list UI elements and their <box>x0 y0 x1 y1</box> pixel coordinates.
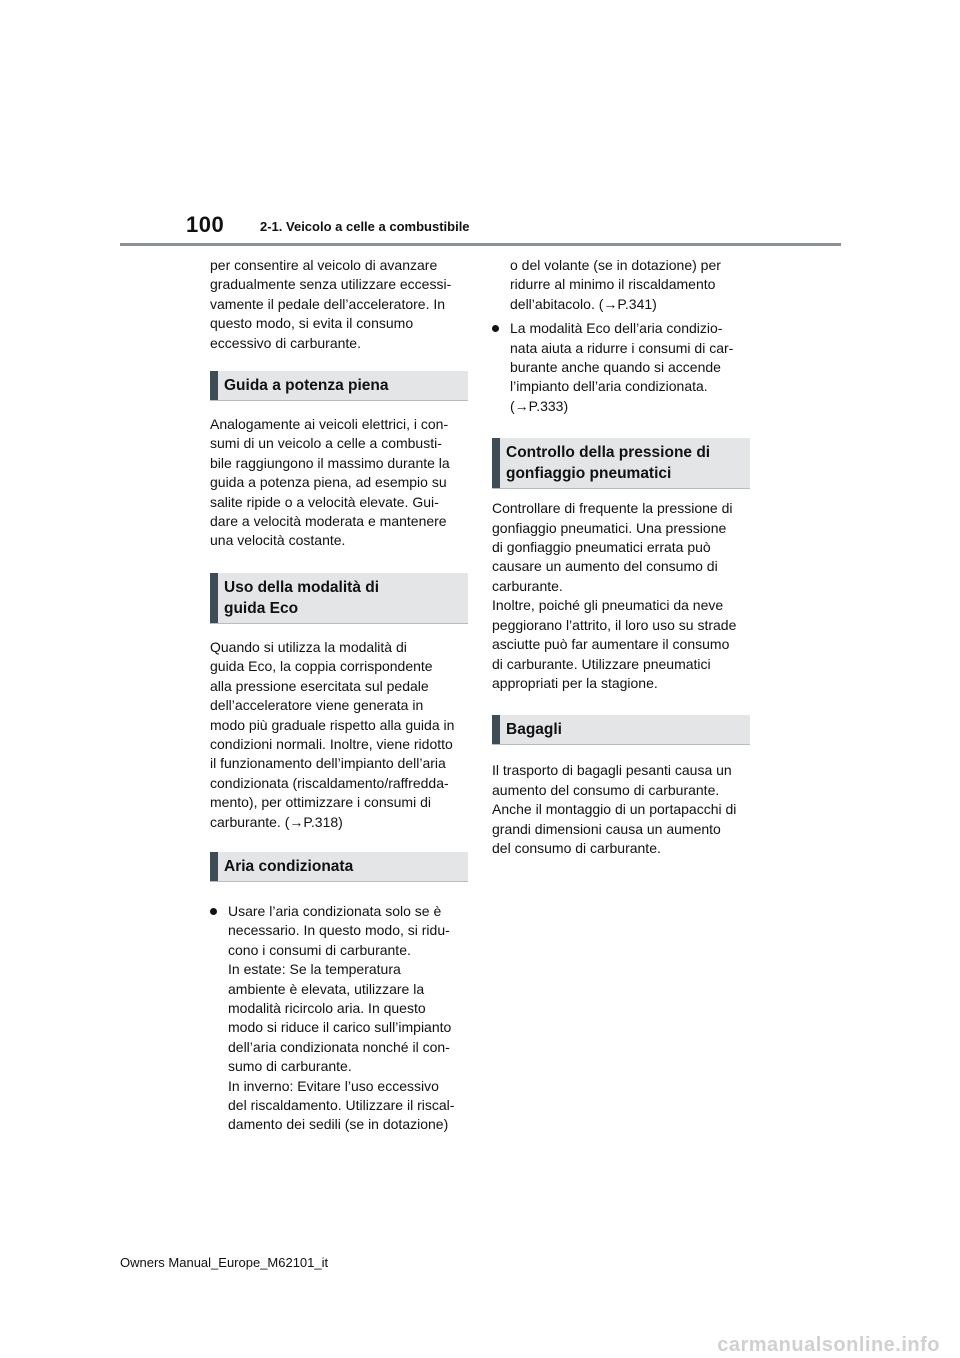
heading-aria-condizionata: Aria condizionata <box>210 852 468 881</box>
heading-bagagli: Bagagli <box>492 715 750 744</box>
heading-pressione-pneumatici: Controllo della pressione di gonfiaggio pneumatici <box>492 438 750 488</box>
heading-modalita-eco: Uso della modalità di guida Eco <box>210 573 468 623</box>
continuation-paragraph: o del volante (se in dotazione) per ridurre al minimo il riscaldamento dell’abitacolo. (→P.341) <box>510 257 721 312</box>
left-column <box>210 256 468 1135</box>
heading-wrap-bagagli <box>492 715 750 745</box>
section-title: 2-1. Veicolo a celle a combustibile <box>260 219 470 234</box>
paragraph-potenza-piena: Analogamente ai veicoli elettrici, i con- sumi di un veicolo a celle a combusti- bile raggiungono il massimo durante la guida a potenza piena, ad esempio su salite ripide o a velocità elevate. Gui- dare a velocità moderata e mantenere una velocità costante. <box>210 416 450 549</box>
bullet-dot-icon <box>210 908 217 915</box>
bullet-text: La modalità Eco dell’aria condizio- nata aiuta a ridurre i consumi di car- burante anche quando si accende l’impianto dell’aria condizionata. (→P.333) <box>510 320 734 414</box>
right-column <box>492 256 750 858</box>
watermark-text: carmanualsonline.info <box>717 1334 940 1356</box>
bullet-aria-condizionata <box>210 902 468 1135</box>
paragraph-pressione-pneumatici: Controllare di frequente la pressione di gonfiaggio pneumatici. Una pressione di gonfiaggio pneumatici errata può causare un aumento del consumo di carburante. Inoltre, poiché gli pneumatici da neve peggiorano l’attrito, il loro uso su strade asciutte può far aumentare il consumo di carburante. Utilizzare pneumatici appropriati per la stagione. <box>492 500 737 691</box>
heading-wrap-aria <box>210 852 468 882</box>
bullet-modalita-eco-aria <box>492 319 750 416</box>
heading-wrap-eco <box>210 573 468 624</box>
heading-guida-potenza-piena: Guida a potenza piena <box>210 371 468 400</box>
intro-paragraph: per consentire al veicolo di avanzare gradualmente senza utilizzare eccessi- vamente il pedale dell’acceleratore. In questo modo, si evita il consumo eccessivo di carburante. <box>210 257 452 351</box>
heading-wrap-pressione <box>492 438 750 489</box>
footer-text: Owners Manual_Europe_M62101_it <box>120 1255 329 1270</box>
bullet-dot-icon <box>492 325 499 332</box>
header-rule <box>120 243 841 246</box>
paragraph-modalita-eco: Quando si utilizza la modalità di guida Eco, la coppia corrispondente alla pressione esercitata sul pedale dell’acceleratore viene generata in modo più graduale rispetto alla guida in condizioni normali. Inoltre, viene ridotto il funzionamento dell’impianto dell’aria condizionata (riscaldamento/raffredda- mento), per ottimizzare i consumi di carburante. (→P.318) <box>210 638 455 830</box>
page-number: 100 <box>186 212 225 237</box>
heading-wrap-potenza <box>210 371 468 401</box>
paragraph-bagagli: Il trasporto di bagagli pesanti causa un aumento del consumo di carburante. Anche il montaggio di un portapacchi di grandi dimensioni causa un aumento del consumo di carburante. <box>492 762 737 856</box>
bullet-text: Usare l’aria condizionata solo se è necessario. In questo modo, si ridu- cono i consumi di carburante. In estate: Se la temperatura ambiente è elevata, utilizzare la modalità ricircolo aria. In questo modo si riduce il carico sull’impianto dell’aria condizionata nonché il con- sumo di carburante. In inverno: Evitare l’uso eccessivo del riscaldamento. Utilizzare il riscal- damento dei sedili (se in dotazione) <box>228 902 455 1133</box>
watermark-bar <box>0 1331 960 1358</box>
